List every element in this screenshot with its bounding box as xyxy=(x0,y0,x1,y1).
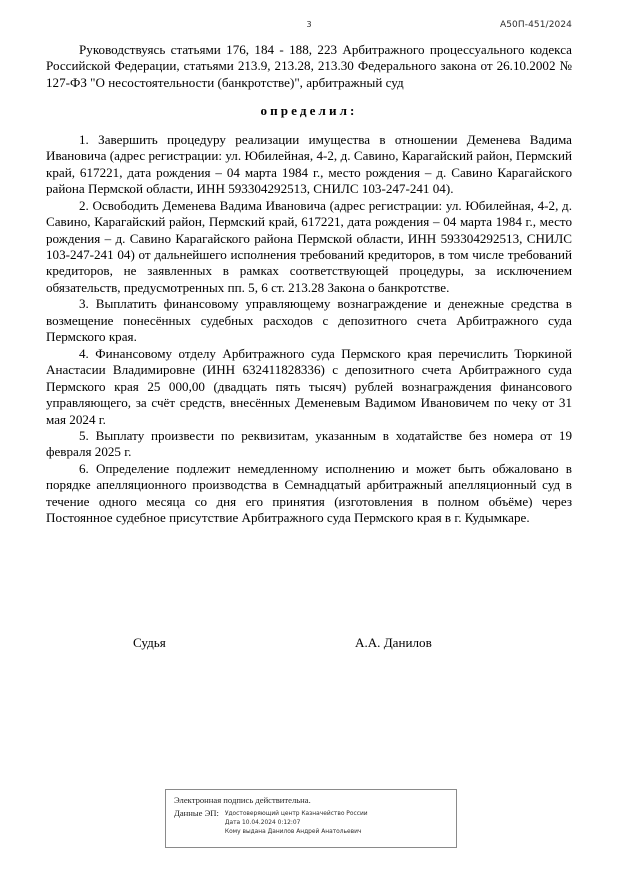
esign-validity-text: Электронная подпись действительна. xyxy=(174,795,311,805)
esign-authority: Удостоверяющий центр Казначейство России xyxy=(224,810,368,817)
esign-data-label: Данные ЭП: xyxy=(174,807,219,818)
resolution-item-5: 5. Выплату произвести по реквизитам, указанным в ходатайстве без номера от 19 февраля 2025 г. xyxy=(46,427,572,460)
case-number: А50П-451/2024 xyxy=(499,20,572,30)
resolution-item-6: 6. Определение подлежит немедленному исполнению и может быть обжаловано в порядке апелляционного производства в Семнадцатый арбитражный апелляционный суд в течение одного месяца со дня его принятия (изготовления в полном объёме) через Постоянное судебное присутствие Арбитражного суда Пермского края в г. Кудымкаре. xyxy=(46,460,572,526)
esign-issued-to: Кому выдана Данилов Андрей Анатольевич xyxy=(224,829,362,836)
esign-data-values xyxy=(225,808,451,838)
resolution-item-1: 1. Завершить процедуру реализации имущества в отношении Деменева Вадима Ивановича (адрес регистрации: ул. Юбилейная, 4-2, д. Савино, Карагайский район, Пермский край, 617221, дата рождения – 04 марта 1984 г., место рождения – д. Савино Карагайского района Пермской области, ИНН 593304292513, СНИЛС 103-247-241 04). xyxy=(46,131,572,197)
resolution-item-2: 2. Освободить Деменева Вадима Ивановича (адрес регистрации: ул. Юбилейная, 4-2, д. Савино, Карагайский район, Пермский край, 617221, дата рождения – 04 марта 1984 г., место рождения – д. Савино Карагайского района Пермской области, ИНН 593304292513, СНИЛС 103-247-241 04) от дальнейшего исполнения требований кредиторов, в том числе требований кредиторов, не заявленных в рамках соответствующей процедуры, за исключением обязательств, предусмотренных пп. 5, 6 ст. 213.28 Закона о банкротстве. xyxy=(46,197,572,295)
resolution-item-3: 3. Выплатить финансовому управляющему вознаграждение и денежные средства в возмещение понесённых судебных расходов с депозитного счета Арбитражного суда Пермского края. xyxy=(46,296,572,345)
page-number: 3 xyxy=(306,20,312,29)
judge-role-label: Судья xyxy=(133,635,166,650)
judge-name: А.А. Данилов xyxy=(355,635,432,650)
esign-date: Дата 10.04.2024 0:12:07 xyxy=(224,819,301,826)
document-body xyxy=(46,42,572,527)
page-header xyxy=(46,19,572,35)
stamp-content xyxy=(174,795,451,838)
electronic-signature-stamp xyxy=(165,789,457,848)
intro-paragraph: Руководствуясь статьями 176, 184 - 188, 223 Арбитражного процессуального кодекса Российской Федерации, статьями 213.9, 213.28, 213.30 Федерального закона от 26.10.2002 № 127-ФЗ "О несостоятельности (банкротстве)", арбитражный суд xyxy=(46,42,572,90)
resolution-items xyxy=(46,132,572,527)
signature-block xyxy=(46,634,572,654)
resolution-item-4: 4. Финансовому отделу Арбитражного суда Пермского края перечислить Тюркиной Анастасии Владимировне (ИНН 632411828336) с депозитного счета Арбитражного суда Пермского края 25 000,00 (двадцать пять тысяч) рублей вознаграждения финансового управляющего, за счёт средств, внесённых Деменевым Вадимом Ивановичем по чеку от 31 мая 2024 г. xyxy=(46,345,572,427)
esign-data-row xyxy=(174,808,451,838)
resolution-heading: определил: xyxy=(260,103,358,119)
